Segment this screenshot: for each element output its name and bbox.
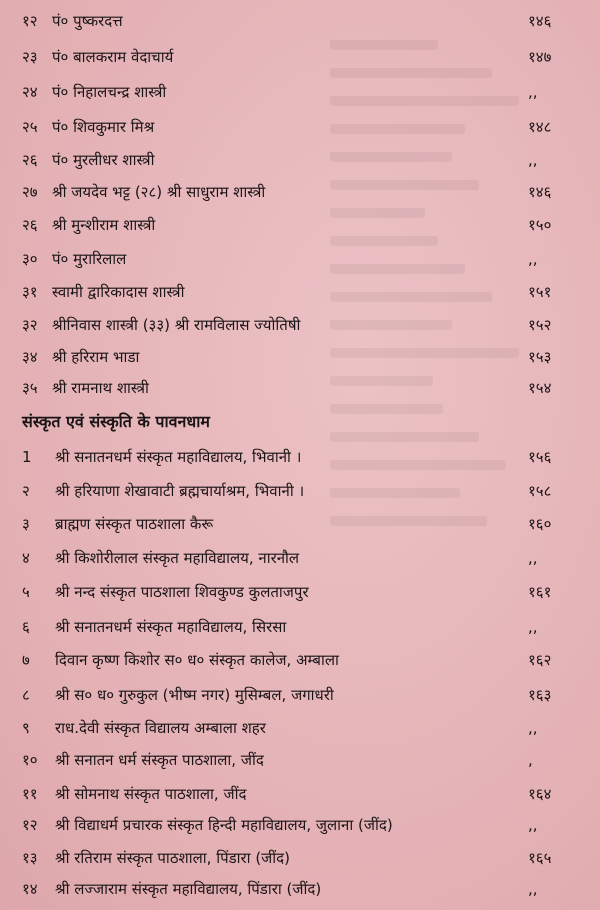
toc-row (0, 442, 600, 472)
toc-row (0, 310, 600, 340)
entry-number: १० (22, 751, 38, 769)
entry-number: २४ (22, 83, 38, 101)
entry-number: ३ (22, 515, 30, 533)
entry-number: ६ (22, 618, 30, 636)
entry-name: पं० मुरारिलाल (52, 250, 127, 268)
entry-page: ,, (528, 151, 538, 169)
toc-row (0, 612, 600, 642)
toc-row (0, 6, 600, 36)
entry-page: १५१ (528, 283, 552, 301)
toc-row (0, 810, 600, 840)
toc-row (0, 373, 600, 403)
entry-name: श्री रतिराम संस्कृत पाठशाला, पिंडारा (जींद) (55, 849, 290, 867)
entry-page: ,, (528, 549, 538, 567)
toc-row (0, 577, 600, 607)
entry-page: १४७ (528, 48, 552, 66)
entry-number: १२ (22, 12, 38, 30)
entry-page: १५३ (528, 348, 552, 366)
entry-page: , (528, 751, 533, 769)
entry-name: श्री विद्याधर्म प्रचारक संस्कृत हिन्दी महाविद्यालय, जुलाना (जींद) (55, 816, 393, 834)
toc-row (0, 342, 600, 372)
entry-page: ,, (528, 880, 538, 898)
entry-number: ५ (22, 583, 30, 601)
entry-name: दिवान कृष्ण किशोर स० ध० संस्कृत कालेज, अम्बाला (55, 651, 339, 669)
entry-name: श्री हरिराम भाडा (52, 348, 140, 366)
entry-name: श्रीनिवास शास्त्री (३३) श्री रामविलास ज्योतिषी (52, 316, 301, 334)
entry-name: श्री स० ध० गुरुकुल (भीष्म नगर) मुसिम्बल, जगाधरी (55, 686, 334, 704)
entry-page: १६० (528, 515, 552, 533)
section-heading: संस्कृत एवं संस्कृति के पावनधाम (22, 412, 210, 431)
entry-page: ,, (528, 816, 538, 834)
toc-row (0, 112, 600, 142)
toc-row (0, 177, 600, 207)
entry-name: श्री नन्द संस्कृत पाठशाला शिवकुण्ड कुलताजपुर (55, 583, 309, 601)
entry-name: पं० मुरलीधर शास्त्री (52, 151, 155, 169)
entry-name: पं० बालकराम वेदाचार्य (52, 48, 174, 66)
entry-name: श्री लज्जाराम संस्कृत महाविद्यालय, पिंडारा (जींद) (55, 880, 322, 898)
entry-number: २५ (22, 118, 38, 136)
entry-page: १५२ (528, 316, 552, 334)
entry-page: १६२ (528, 651, 552, 669)
entry-page: ,, (528, 83, 538, 101)
entry-page: ,, (528, 250, 538, 268)
entry-number: ३४ (22, 348, 38, 366)
entry-number: ८ (22, 686, 30, 704)
entry-name: श्री हरियाणा शेखावाटी ब्रह्मचार्याश्रम, भिवानी । (55, 482, 305, 500)
toc-row (0, 244, 600, 274)
entry-page: १४६ (528, 183, 552, 201)
entry-number: १३ (22, 849, 38, 867)
entry-page: १५६ (528, 448, 552, 466)
entry-number: ३० (22, 250, 38, 268)
entry-page: १६३ (528, 686, 552, 704)
entry-name: श्री रामनाथ शास्त्री (52, 379, 149, 397)
toc-row (0, 145, 600, 175)
entry-number: ९ (22, 719, 30, 737)
entry-name: पं० निहालचन्द्र शास्त्री (52, 83, 167, 101)
entry-page: १६१ (528, 583, 552, 601)
entry-number: ३२ (22, 316, 38, 334)
toc-row (0, 476, 600, 506)
entry-page: १५४ (528, 379, 552, 397)
entry-number: ७ (22, 651, 30, 669)
toc-row (0, 745, 600, 775)
entry-page: १५८ (528, 482, 552, 500)
entry-name: श्री सनातन धर्म संस्कृत पाठशाला, जींद (55, 751, 264, 769)
entry-name: श्री जयदेव भट्ट (२८) श्री साधुराम शास्त्री (52, 183, 266, 201)
entry-page: १६४ (528, 785, 552, 803)
entry-number: २६ (22, 216, 38, 234)
entry-number: ३५ (22, 379, 38, 397)
entry-number: २६ (22, 151, 38, 169)
entry-name: ब्राह्मण संस्कृत पाठशाला कैरू (55, 515, 214, 533)
entry-name: श्री सोमनाथ संस्कृत पाठशाला, जींद (55, 785, 247, 803)
entry-name: राध.देवी संस्कृत विद्यालय अम्बाला शहर (55, 719, 266, 737)
toc-row (0, 77, 600, 107)
entry-number: २७ (22, 183, 38, 201)
entry-page: ,, (528, 719, 538, 737)
toc-row (0, 779, 600, 809)
entry-page: ,, (528, 618, 538, 636)
entry-page: १४८ (528, 118, 552, 136)
entry-number: २ (22, 482, 30, 500)
toc-row (0, 874, 600, 904)
toc-row (0, 543, 600, 573)
toc-row (0, 210, 600, 240)
toc-row (0, 645, 600, 675)
entry-page: १६५ (528, 849, 552, 867)
toc-row (0, 509, 600, 539)
entry-name: श्री सनातनधर्म संस्कृत महाविद्यालय, भिवानी । (55, 448, 302, 466)
entry-number: १२ (22, 816, 38, 834)
entry-number: ४ (22, 549, 30, 567)
toc-row (0, 843, 600, 873)
entry-name: पं० पुष्करदत्त (52, 12, 123, 30)
entry-name: पं० शिवकुमार मिश्र (52, 118, 155, 136)
toc-row (0, 42, 600, 72)
toc-row (0, 713, 600, 743)
entry-number: ११ (22, 785, 38, 803)
toc-row (0, 277, 600, 307)
entry-page: १४६ (528, 12, 552, 30)
entry-page: १५० (528, 216, 552, 234)
entry-number: १४ (22, 880, 38, 898)
toc-row (0, 680, 600, 710)
entry-number: 1 (22, 448, 32, 466)
entry-name: श्री किशोरीलाल संस्कृत महाविद्यालय, नारनौल (55, 549, 300, 567)
entry-number: २३ (22, 48, 38, 66)
entry-name: श्री मुन्शीराम शास्त्री (52, 216, 156, 234)
entry-name: स्वामी द्वारिकादास शास्त्री (52, 283, 185, 301)
entry-name: श्री सनातनधर्म संस्कृत महाविद्यालय, सिरसा (55, 618, 287, 636)
entry-number: ३१ (22, 283, 38, 301)
